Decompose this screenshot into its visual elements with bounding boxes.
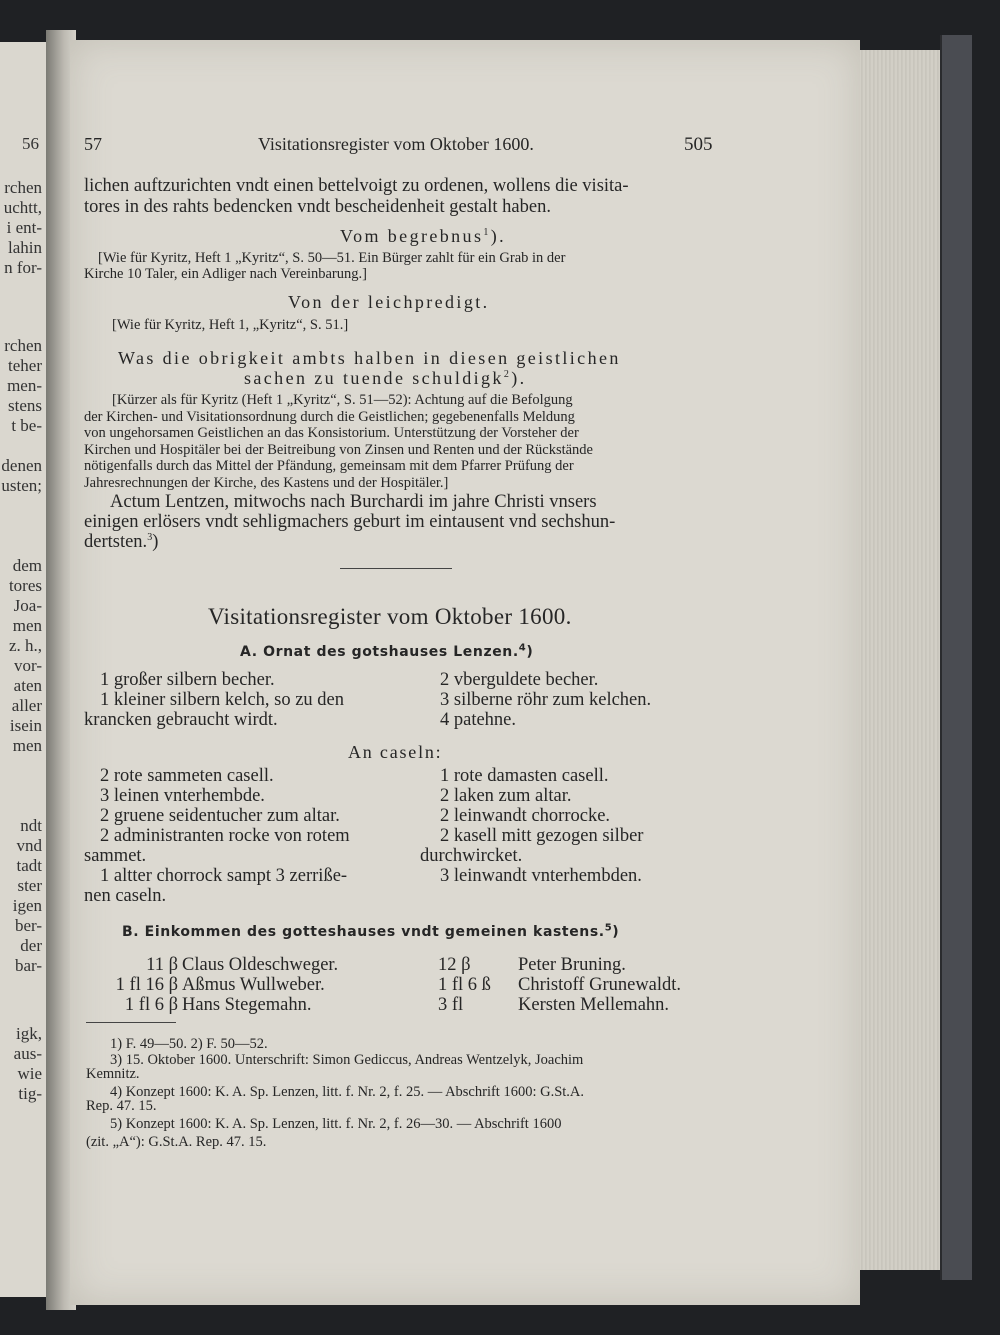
ornat-right-item: 4 patehne.	[440, 710, 517, 730]
caseln-right-item: 2 kasell mitt gezogen silber	[440, 826, 644, 846]
note-obrigkeit: der Kirchen- und Visitationsordnung durch die Geistlichen; gegebenenfalls Meldung	[84, 408, 575, 425]
note-obrigkeit: nötigenfalls durch das Mittel der Pfändung, gemeinsam mit dem Pfarrer Prüfung der	[84, 458, 574, 475]
intro-line: tores in des rahts bedencken vndt bescheidenheit gestalt haben.	[84, 197, 551, 217]
left-page-text-fragment: vnd	[16, 836, 42, 855]
caseln-right-item: 2 laken zum altar.	[440, 786, 572, 806]
income-name: Christoff Grunewaldt.	[518, 975, 682, 995]
caseln-left-item: sammet.	[84, 846, 147, 866]
left-page-text-fragment: stens	[8, 396, 42, 415]
left-page-text-fragment: ster	[17, 876, 42, 895]
left-page-text-fragment: ndt	[20, 816, 42, 835]
income-amount: 11 β	[146, 955, 178, 975]
footnote-3: 3) 15. Oktober 1600. Unterschrift: Simon Gediccus, Andreas Wentzelyk, Joachim	[110, 1052, 584, 1068]
left-page-text-fragment: rchen	[4, 336, 42, 355]
caseln-right-item: 2 leinwandt chorrocke.	[440, 806, 611, 826]
left-page-text-fragment: Joa-	[13, 596, 42, 615]
header-left-number: 57	[84, 134, 102, 154]
income-name: Claus Oldeschweger.	[182, 955, 339, 975]
actum-line: einigen erlösers vndt sehligmachers geburt im eintausent vnd sechshun-	[84, 512, 616, 532]
heading-begrebnus: Vom begrebnus$^1$).	[340, 226, 507, 246]
section-a-heading: A. Ornat des gotshauses Lenzen.$^4$)	[240, 642, 534, 660]
left-page-text-fragment: tadt	[16, 856, 42, 875]
left-page-text-fragment: denen	[1, 456, 42, 475]
left-page-text-fragment: aus-	[13, 1044, 42, 1063]
footnote-rule	[86, 1022, 176, 1023]
income-name: Peter Bruning.	[518, 955, 626, 975]
ornat-left-item: krancken gebraucht wirdt.	[84, 710, 278, 730]
left-page-text-fragment: men-	[7, 376, 42, 395]
left-page-text-fragment: uchtt,	[3, 198, 42, 217]
caseln-left-item: nen caseln.	[84, 886, 167, 906]
heading-obrigkeit-line: Was die obrigkeit ambts halben in diesen geistlichen	[118, 348, 621, 368]
income-name: Kersten Mellemahn.	[518, 995, 670, 1015]
book-cover	[940, 35, 972, 1280]
note-obrigkeit: [Kürzer als für Kyritz (Heft 1 „Kyritz“, S. 51—52): Achtung auf die Befolgung	[112, 392, 573, 408]
footnote-4: 4) Konzept 1600: K. A. Sp. Lenzen, litt. f. Nr. 2, f. 25. — Abschrift 1600: G.St.A.	[110, 1084, 585, 1100]
actum-line: dertsten.$^3$)	[84, 531, 159, 552]
caseln-left-item: 3 leinen vnterhembde.	[100, 786, 265, 806]
note-obrigkeit: von ungehorsamen Geistlichen an das Konsistorium. Unterstützung der Vorsteher der	[84, 425, 579, 442]
left-page-text-fragment: dem	[12, 556, 42, 575]
left-page-text-fragment: men	[12, 616, 42, 635]
income-amount: 12 β	[438, 955, 471, 975]
note-obrigkeit: Jahresrechnungen der Kirche, des Kastens und der Hospitäler.]	[84, 475, 449, 491]
ornat-left-item: 1 kleiner silbern kelch, so zu den	[100, 690, 345, 710]
footnote-5-cont: (zit. „A“): G.St.A. Rep. 47. 15.	[86, 1134, 267, 1150]
actum-line: Actum Lentzen, mitwochs nach Burchardi im jahre Christi vnsers	[110, 492, 597, 512]
caseln-left-item: 1 altter chorrock sampt 3 zerriße-	[100, 866, 348, 886]
left-page-text-fragment: aten	[13, 676, 42, 695]
income-name: Hans Stegemahn.	[182, 995, 312, 1015]
ornat-right-item: 3 silberne röhr zum kelchen.	[440, 690, 652, 710]
note-leichpredigt: [Wie für Kyritz, Heft 1, „Kyritz“, S. 51.]	[112, 317, 349, 333]
left-page-text-fragment: aller	[11, 696, 42, 715]
caseln-right-item: durchwircket.	[420, 846, 523, 866]
caseln-right-item: 1 rote damasten casell.	[440, 766, 609, 786]
page-number: 505	[684, 134, 713, 155]
left-page-text-fragment: bar-	[14, 956, 42, 975]
left-page-text-fragment: igen	[12, 896, 42, 915]
ornat-left-item: 1 großer silbern becher.	[100, 670, 275, 690]
caseln-left-item: 2 administranten rocke von rotem	[100, 826, 350, 846]
section-b-heading: B. Einkommen des gotteshauses vndt gemeinen kastens.$^5$)	[122, 922, 620, 940]
left-page-text-fragment: teher	[8, 356, 42, 375]
left-page-text-fragment: tores	[8, 576, 42, 595]
intro-line: lichen auftzurichten vndt einen bettelvoigt zu ordenen, wollens die visita-	[84, 176, 629, 196]
left-page-text-fragment: igk,	[16, 1024, 42, 1043]
left-page-text-fragment: rchen	[4, 178, 42, 197]
footnote-1-2: 1) F. 49—50. 2) F. 50—52.	[110, 1036, 268, 1052]
caseln-left-item: 2 gruene seidentucher zum altar.	[100, 806, 340, 826]
left-page-text-fragment: der	[20, 936, 42, 955]
caseln-left-item: 2 rote sammeten casell.	[100, 766, 274, 786]
note-obrigkeit: Kirchen und Hospitäler bei der Beitreibung von Zinsen und Renten und der Rückstände	[84, 441, 593, 458]
income-amount: 3 fl	[438, 995, 464, 1015]
left-page-text-fragment: z. h.,	[8, 636, 42, 655]
left-page-text-fragment: vor-	[14, 656, 42, 675]
left-page-text-fragment: i ent-	[6, 218, 42, 237]
caseln-heading: An caseln:	[348, 742, 443, 762]
left-page-text-fragment: tig-	[18, 1084, 42, 1103]
left-page-number: 56	[22, 134, 39, 153]
register-title: Visitationsregister vom Oktober 1600.	[208, 604, 572, 629]
left-page-text-fragment: ber-	[14, 916, 42, 935]
left-page-text-fragment: usten;	[1, 476, 42, 495]
left-page-text-fragment: t be-	[11, 416, 42, 435]
income-amount: 1 fl 6 ß	[438, 975, 491, 995]
left-page-text-fragment: isein	[9, 716, 42, 735]
left-page-text-fragment: men	[12, 736, 42, 755]
income-name: Aßmus Wullweber.	[182, 975, 325, 995]
left-page-text-fragment: wie	[17, 1064, 42, 1083]
ornat-right-item: 2 vberguldete becher.	[440, 670, 599, 690]
footnote-3-cont: Kemnitz.	[86, 1066, 140, 1082]
footnote-4-cont: Rep. 47. 15.	[86, 1098, 157, 1114]
income-amount: 1 fl 6 β	[124, 995, 178, 1015]
note-begrebnus: [Wie für Kyritz, Heft 1 „Kyritz“, S. 50—51. Ein Bürger zahlt für ein Grab in der	[98, 250, 566, 266]
income-amount: 1 fl 16 β	[115, 975, 178, 995]
running-title: Visitationsregister vom Oktober 1600.	[258, 134, 534, 154]
caseln-right-item: 3 leinwandt vnterhembden.	[440, 866, 642, 886]
left-page-text-fragment: lahin	[8, 238, 42, 257]
section-divider	[340, 568, 452, 569]
heading-obrigkeit-line: sachen zu tuende schuldigk$^2$).	[244, 368, 527, 388]
left-page-text-fragment: n for-	[4, 258, 42, 277]
note-begrebnus: Kirche 10 Taler, ein Adliger nach Vereinbarung.]	[84, 266, 367, 282]
footnote-5: 5) Konzept 1600: K. A. Sp. Lenzen, litt. f. Nr. 2, f. 26—30. — Abschrift 1600	[110, 1116, 562, 1132]
heading-leichpredigt: Von der leichpredigt.	[288, 292, 490, 312]
left-page-fragment	[0, 42, 48, 1297]
